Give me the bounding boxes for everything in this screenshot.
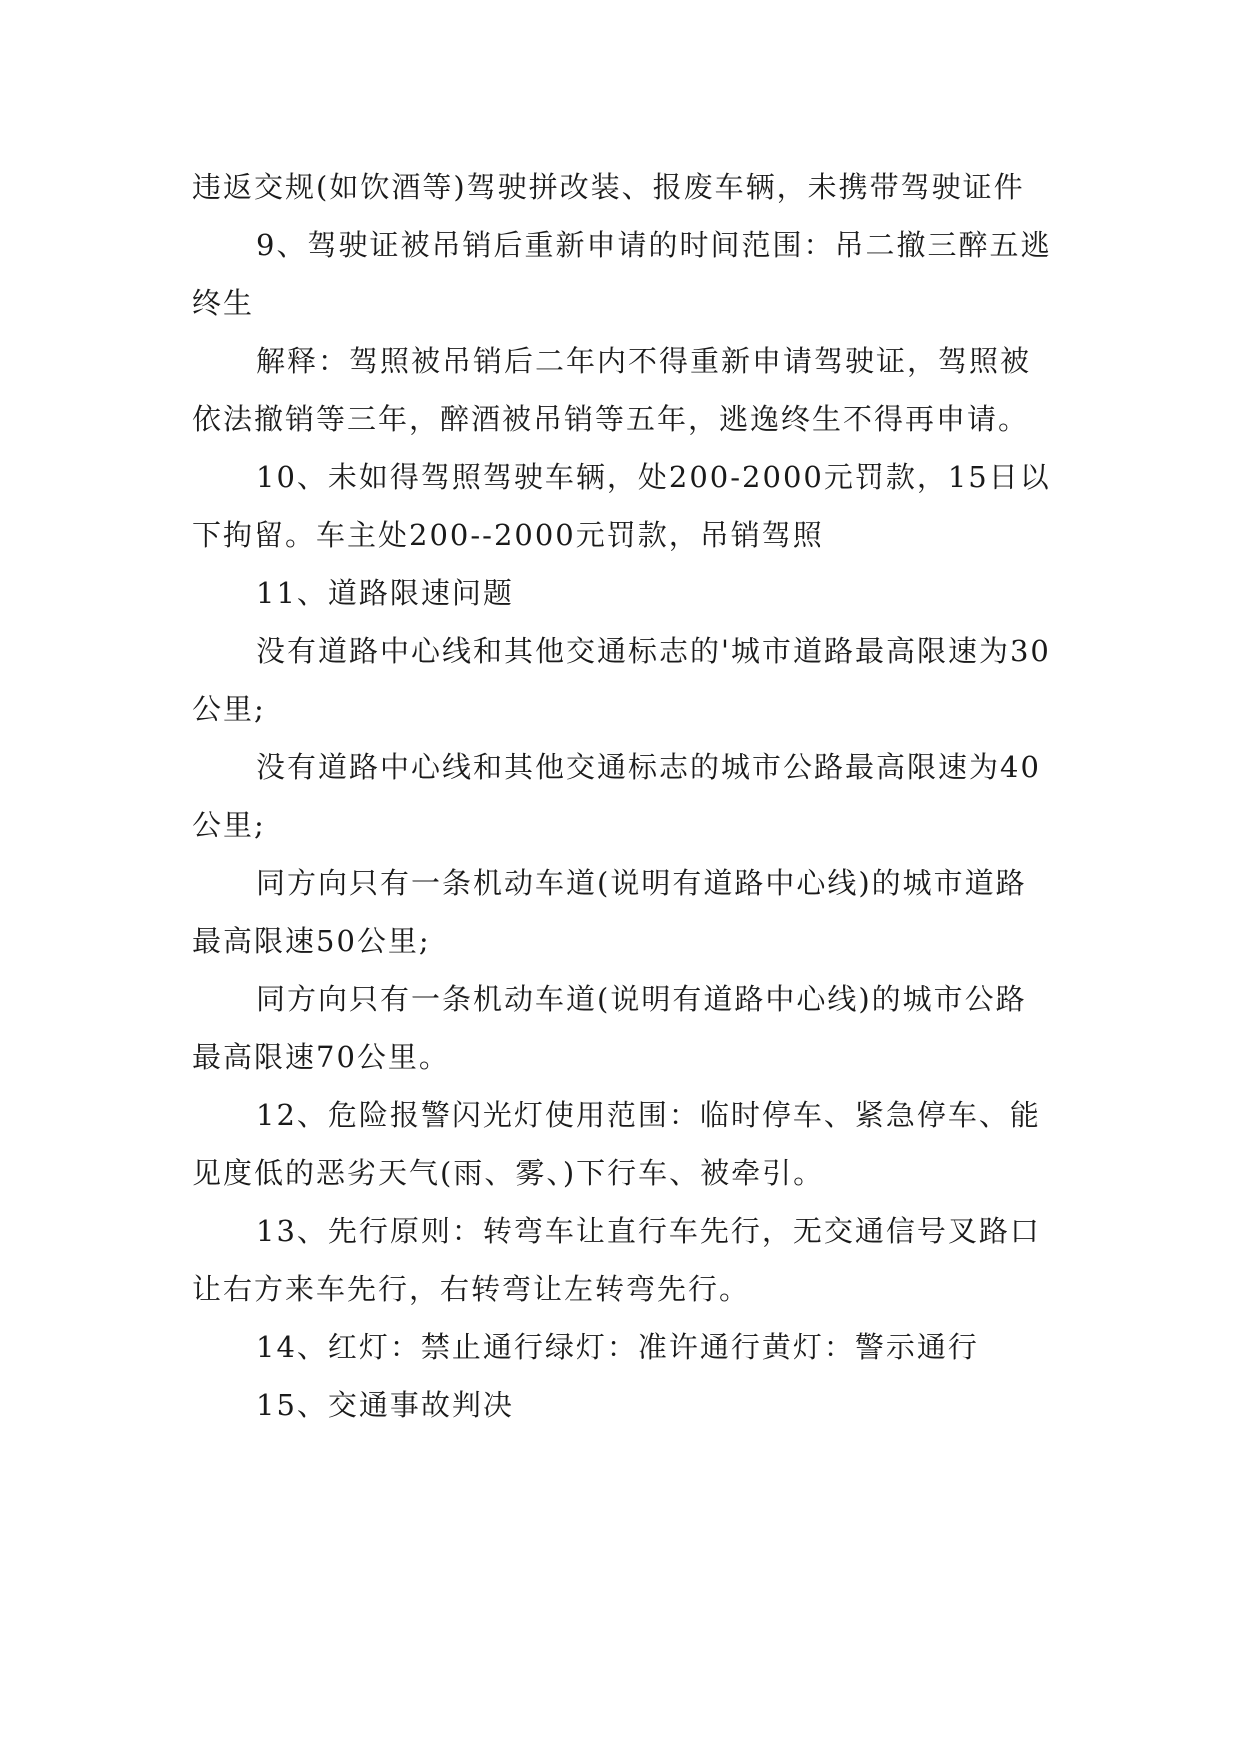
paragraph-item-15: 15、交通事故判决: [256, 1388, 514, 1422]
document-body: [192, 158, 1052, 1434]
paragraph-explanation: 解释：驾照被吊销后二年内不得重新申请驾驶证，驾照被依法撤销等三年，醉酒被吊销等五年，逃逸终生不得再申请。: [192, 344, 1032, 436]
paragraph-item-13: 13、先行原则：转弯车让直行车先行，无交通信号叉路口让右方来车先行，右转弯让左转弯先行。: [192, 1214, 1041, 1306]
paragraph-item-10: 10、未如得驾照驾驶车辆，处200-2000元罚款，15日以下拘留。车主处200--2000元罚款，吊销驾照: [192, 460, 1051, 552]
paragraph-item-9: 9、驾驶证被吊销后重新申请的时间范围：吊二撤三醉五逃终生: [192, 228, 1052, 320]
paragraph-item-14: 14、红灯：禁止通行绿灯：准许通行黄灯：警示通行: [256, 1330, 979, 1364]
paragraph-item-12: 12、危险报警闪光灯使用范围：临时停车、紧急停车、能见度低的恶劣天气(雨、雾、)下行车、被牵引。: [192, 1098, 1041, 1190]
paragraph-speed-limit-30: 没有道路中心线和其他交通标志的'城市道路最高限速为30公里;: [192, 634, 1051, 726]
paragraph-speed-limit-40: 没有道路中心线和其他交通标志的城市公路最高限速为40公里;: [192, 750, 1041, 842]
paragraph-speed-limit-50: 同方向只有一条机动车道(说明有道路中心线)的城市道路最高限速50公里;: [192, 866, 1027, 958]
paragraph-item-11: 11、道路限速问题: [256, 576, 514, 610]
paragraph-violations: 违返交规(如饮酒等)驾驶拼改装、报废车辆，未携带驾驶证件: [192, 170, 1025, 204]
paragraph-speed-limit-70: 同方向只有一条机动车道(说明有道路中心线)的城市公路最高限速70公里。: [192, 982, 1027, 1074]
